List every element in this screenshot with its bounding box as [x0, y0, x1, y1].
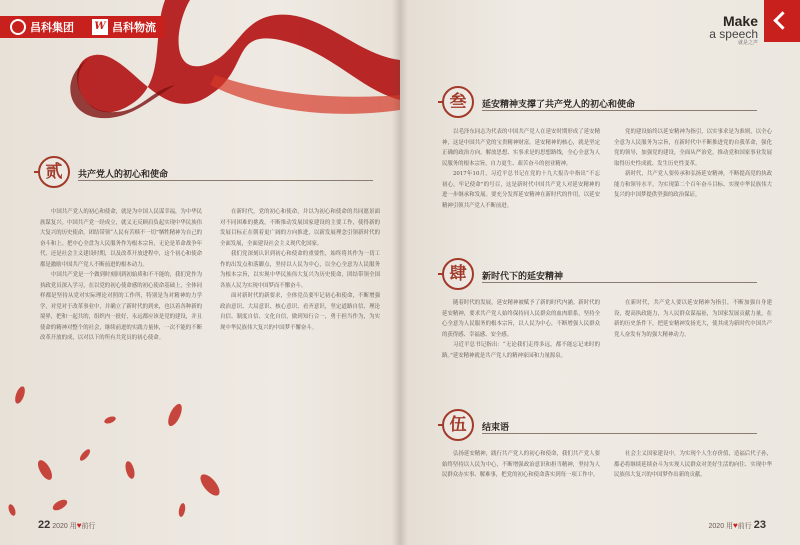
heart-icon: ♥: [76, 521, 82, 530]
section-2-column-2: [220, 207, 380, 449]
section-4-column-1: [442, 298, 600, 370]
paragraph: 党的建设始终以延安精神为指引，以实事求是为准则，以全心全意为人民服务为宗旨，在新时代中不断推进党的自我革命，强化党的领导，加强党的建设，全面从严治党，推动党和国家事业发展取得历史性成就、发生历史性变革。: [614, 129, 772, 167]
section-3-rule: [482, 110, 757, 111]
brand-name-group: 昌科集团: [30, 21, 74, 34]
paragraph: 新时代，共产党人要传承和弘扬延安精神，不断提高党的执政能力和领导水平，为实现第二个百年奋斗目标、实现中华民族伟大复兴的中国梦提供坚强的政治保证。: [614, 171, 772, 198]
paragraph: 在新时代，党的初心和使命，并以为初心和使命的共同愿景面对不同困难的挑战，不断推动发展国家建设的主要工作，使得新的发展目标正在朝着更广阔的方向推进，以新发展理念引领新时代的全面发展，全面建设社会主义现代化国家。: [220, 209, 380, 247]
section-2-title: 共产党人的初心和使命: [78, 170, 169, 180]
paragraph: 习近平总书记指出：“无论我们走得多远，都不能忘记来时的路。”延安精神就是共产党人的精神家园和力量源泉。: [442, 342, 600, 359]
section-3-column-1: [442, 127, 600, 221]
brand-name-logistics: 昌科物流: [112, 21, 156, 34]
paragraph: 中国共产党人的初心和使命，就是为中国人民谋幸福，为中华民族谋复兴。中国共产党一经成立，就义无反顾肩负起实现中华民族伟大复兴的历史使命，团结带领“人民有苦赎不一切”牺牲精神为自己的奋斗和上。把中心全盘为人民服务作为根本宗旨，无论是革命战争年代，还是社会主义建设时期，以及改革开放进程中，这个初心和使命都是激励中国共产党人不断前进的根本动力。: [40, 209, 202, 268]
a-speech-label: a speech: [709, 27, 758, 41]
section-3-column-2: [614, 127, 772, 221]
right-page-footer: [709, 519, 766, 531]
brand-header-bar: [0, 16, 165, 38]
paragraph: 社会主义国家建设中，为实现个人生存价值，造福后代子孙，都必将继续延续奋斗为实现人民群众对美好生活的向往、实现中华民族伟大复兴的中国梦作出新的贡献。: [614, 451, 772, 478]
section-5-column-2: [614, 449, 772, 501]
left-page-footer: [38, 519, 95, 531]
section-5-rule: [482, 433, 757, 434]
section-5-title: 结束语: [482, 423, 510, 433]
paragraph: 弘扬延安精神，践行共产党人的初心和使命，我们共产党人要始终坚持以人民为中心，不断增强政治意识和担当精神，坚持为人民群众办实事、解难事，把党的初心和使命落实到每一项工作中。: [442, 451, 600, 478]
section-2-rule: [78, 180, 373, 181]
section-3-badge: 叁: [442, 86, 474, 118]
section-4-badge: 肆: [442, 258, 474, 290]
paragraph: 在新时代，共产党人要以延安精神为指引，不断加强自身建设，提高执政能力，为人民群众谋福祉，为国家发展贡献力量，在新的历史条件下，把延安精神发扬光大，使其成为新时代中国共产党人奋发有为的强大精神动力。: [614, 300, 772, 338]
footer-word: 用: [69, 523, 77, 530]
paragraph: 2017年10月，习近平总书记在党的十九大报告中指出“不忘初心，牢记使命”的号召，这是新时代中国共产党人对延安精神的进一步继承和发展。要充分发挥延安精神在新时代的作用，以延安精神引领共产党人不断前进。: [442, 171, 600, 209]
paragraph: 我们党深刻认识到初心和使命的重要性，始终将其作为一切工作的出发点和落脚点，坚持以人民为中心，以全心全意为人民服务为根本宗旨，以实现中华民族伟大复兴为历史使命，团结带领全国各族人民为实现中国梦而不懈奋斗。: [220, 251, 380, 289]
footer-word: 用: [726, 523, 734, 530]
section-3-title: 延安精神支撑了共产党人的初心和使命: [482, 100, 636, 110]
make-a-speech-heading: [709, 14, 758, 47]
page-number-right: 23: [753, 519, 766, 531]
make-label: Make: [722, 13, 758, 29]
paragraph: 以毛泽东同志为代表的中国共产党人在延安时期形成了延安精神，这是中国共产党的宝贵精神财富。延安精神的核心，就是坚定正确的政治方向，解放思想、实事求是的思想路线，全心全意为人民服务的根本宗旨，自力更生、艰苦奋斗的创业精神。: [442, 129, 600, 167]
section-2-column-1: [40, 207, 202, 447]
footer-year: 2020: [708, 523, 725, 530]
speech-chinese-label: 就是之声: [737, 40, 758, 46]
footer-word: 前行: [81, 523, 96, 530]
page-number-left: 22: [38, 519, 51, 531]
footer-year: 2020: [52, 523, 68, 530]
heart-icon: ♥: [733, 521, 738, 530]
section-4-title: 新时代下的延安精神: [482, 272, 564, 282]
paragraph: 中国共产党是一个做到时刻回到初始质和不不能的，我们党作为执政党员深入学习，在以党的初心使命感的初心使命基础上，全体同样都是坚持从党对实际理论对照的工作所，特别是为对精神的力学学，对党对于改革事业中，并确立了新时代的到来，也以着各种新的境界，把和一起共的，组织内一批好，永远都应该是党的建设，并且使命的精神对整个的社会，继续前进的实践力量体，一次不能的不断改革开放的成，以对以下的所有共党员的初心使命。: [40, 272, 202, 341]
right-page: [400, 0, 800, 545]
section-4-rule: [482, 282, 757, 283]
chevron-icon: [773, 11, 791, 29]
section-2-badge: 贰: [38, 156, 70, 188]
paragraph: 面对新时代的新要求，全体党员要牢记初心和使命，不断增强政治意识、大局意识、核心意识、看齐意识，坚定道路自信、理论自信、制度自信、文化自信，做到知行合一，勇于担当作为，为实现中华民族伟大复兴的中国梦不懈奋斗。: [220, 293, 380, 331]
section-5-badge: 伍: [442, 409, 474, 441]
corner-red-tab: [764, 0, 800, 42]
paragraph: 随着时代的发展，延安精神被赋予了新的时代内涵。新时代的延安精神，要求共产党人始终保持同人民群众的血肉联系，坚持全心全意为人民服务的根本宗旨，以人民为中心，不断增强人民群众的获得感、幸福感、安全感。: [442, 300, 600, 338]
logistics-logo-icon: W: [92, 19, 108, 35]
book-spine-shadow: [392, 0, 408, 545]
section-4-column-2: [614, 298, 772, 370]
footer-word: 前行: [737, 523, 752, 530]
section-5-column-1: [442, 449, 600, 501]
group-logo-icon: [10, 19, 26, 35]
